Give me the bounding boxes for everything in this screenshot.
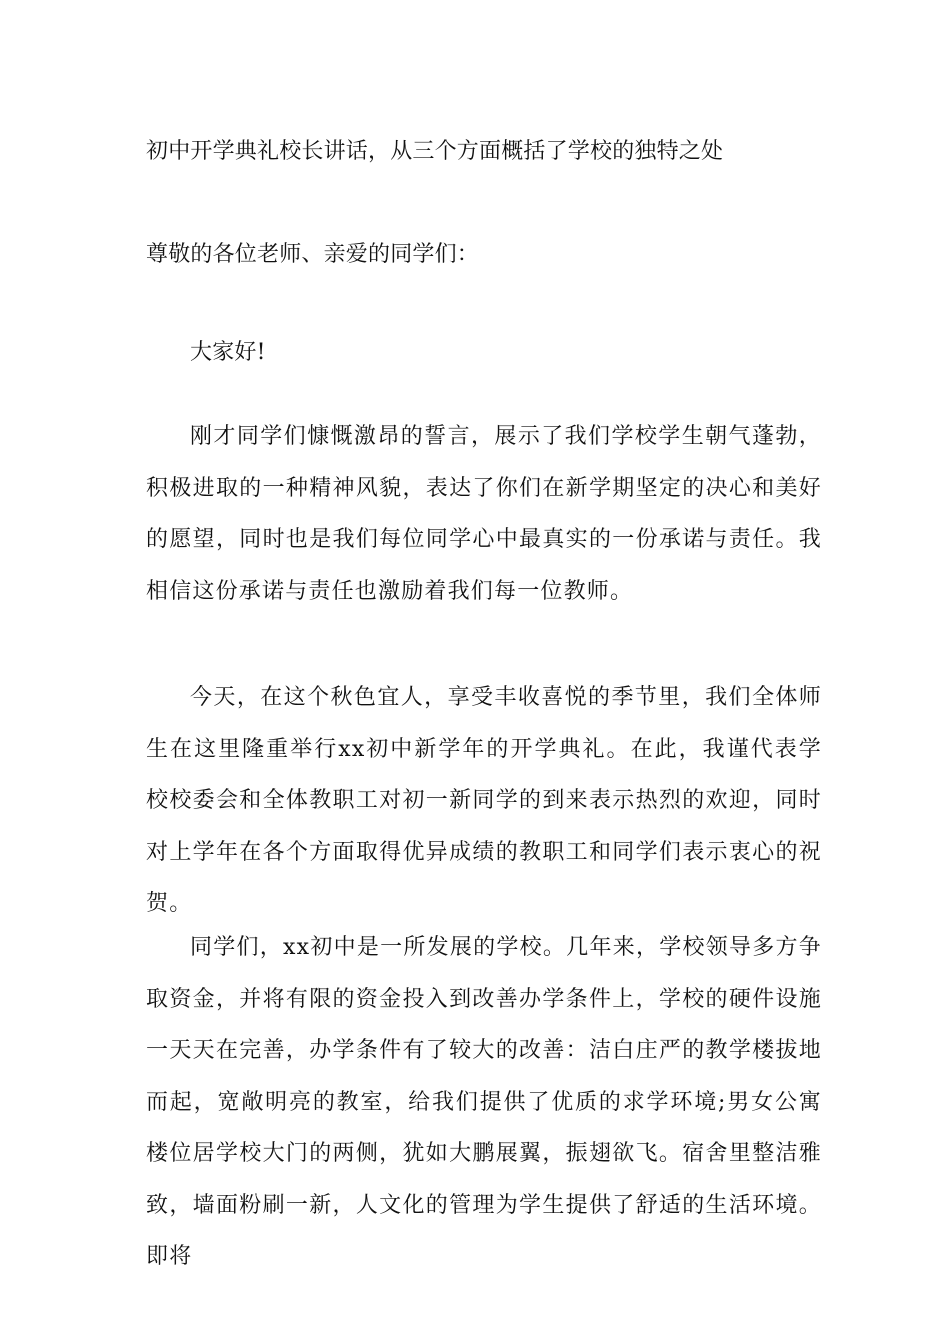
greeting: 大家好! <box>190 340 266 365</box>
paragraph-3: 同学们，xx初中是一所发展的学校。几年来，学校领导多方争取资金，并将有限的资金投入到改善办学条件上，学校的硬件设施一天天在完善，办学条件有了较大的改善：洁白庄严的教学楼拔地而起，宽敞明亮的教室，给我们提供了优质的求学环境;男女公寓楼位居学校大门的两侧，犹如大鹏展翼，振翅欲飞。宿舍里整洁雅致，墙面粉刷一新，人文化的管理为学生提供了舒适的生活环境。即将 <box>146 935 822 1269</box>
paragraph-2: 今天，在这个秋色宜人，享受丰收喜悦的季节里，我们全体师生在这里隆重举行xx初中新学年的开学典礼。在此，我谨代表学校校委会和全体教职工对初一新同学的到来表示热烈的欢迎，同时对上学年在各个方面取得优异成绩的教职工和同学们表示衷心的祝贺。 <box>146 685 822 916</box>
document-title: 初中开学典礼校长讲话，从三个方面概括了学校的独特之处 <box>146 139 724 164</box>
paragraph-1: 刚才同学们慷慨激昂的誓言，展示了我们学校学生朝气蓬勃，积极进取的一种精神风貌，表达了你们在新学期坚定的决心和美好的愿望，同时也是我们每位同学心中最真实的一份承诺与责任。我相信这份承诺与责任也激励着我们每一位教师。 <box>146 424 822 604</box>
salutation: 尊敬的各位老师、亲爱的同学们： <box>146 242 480 267</box>
